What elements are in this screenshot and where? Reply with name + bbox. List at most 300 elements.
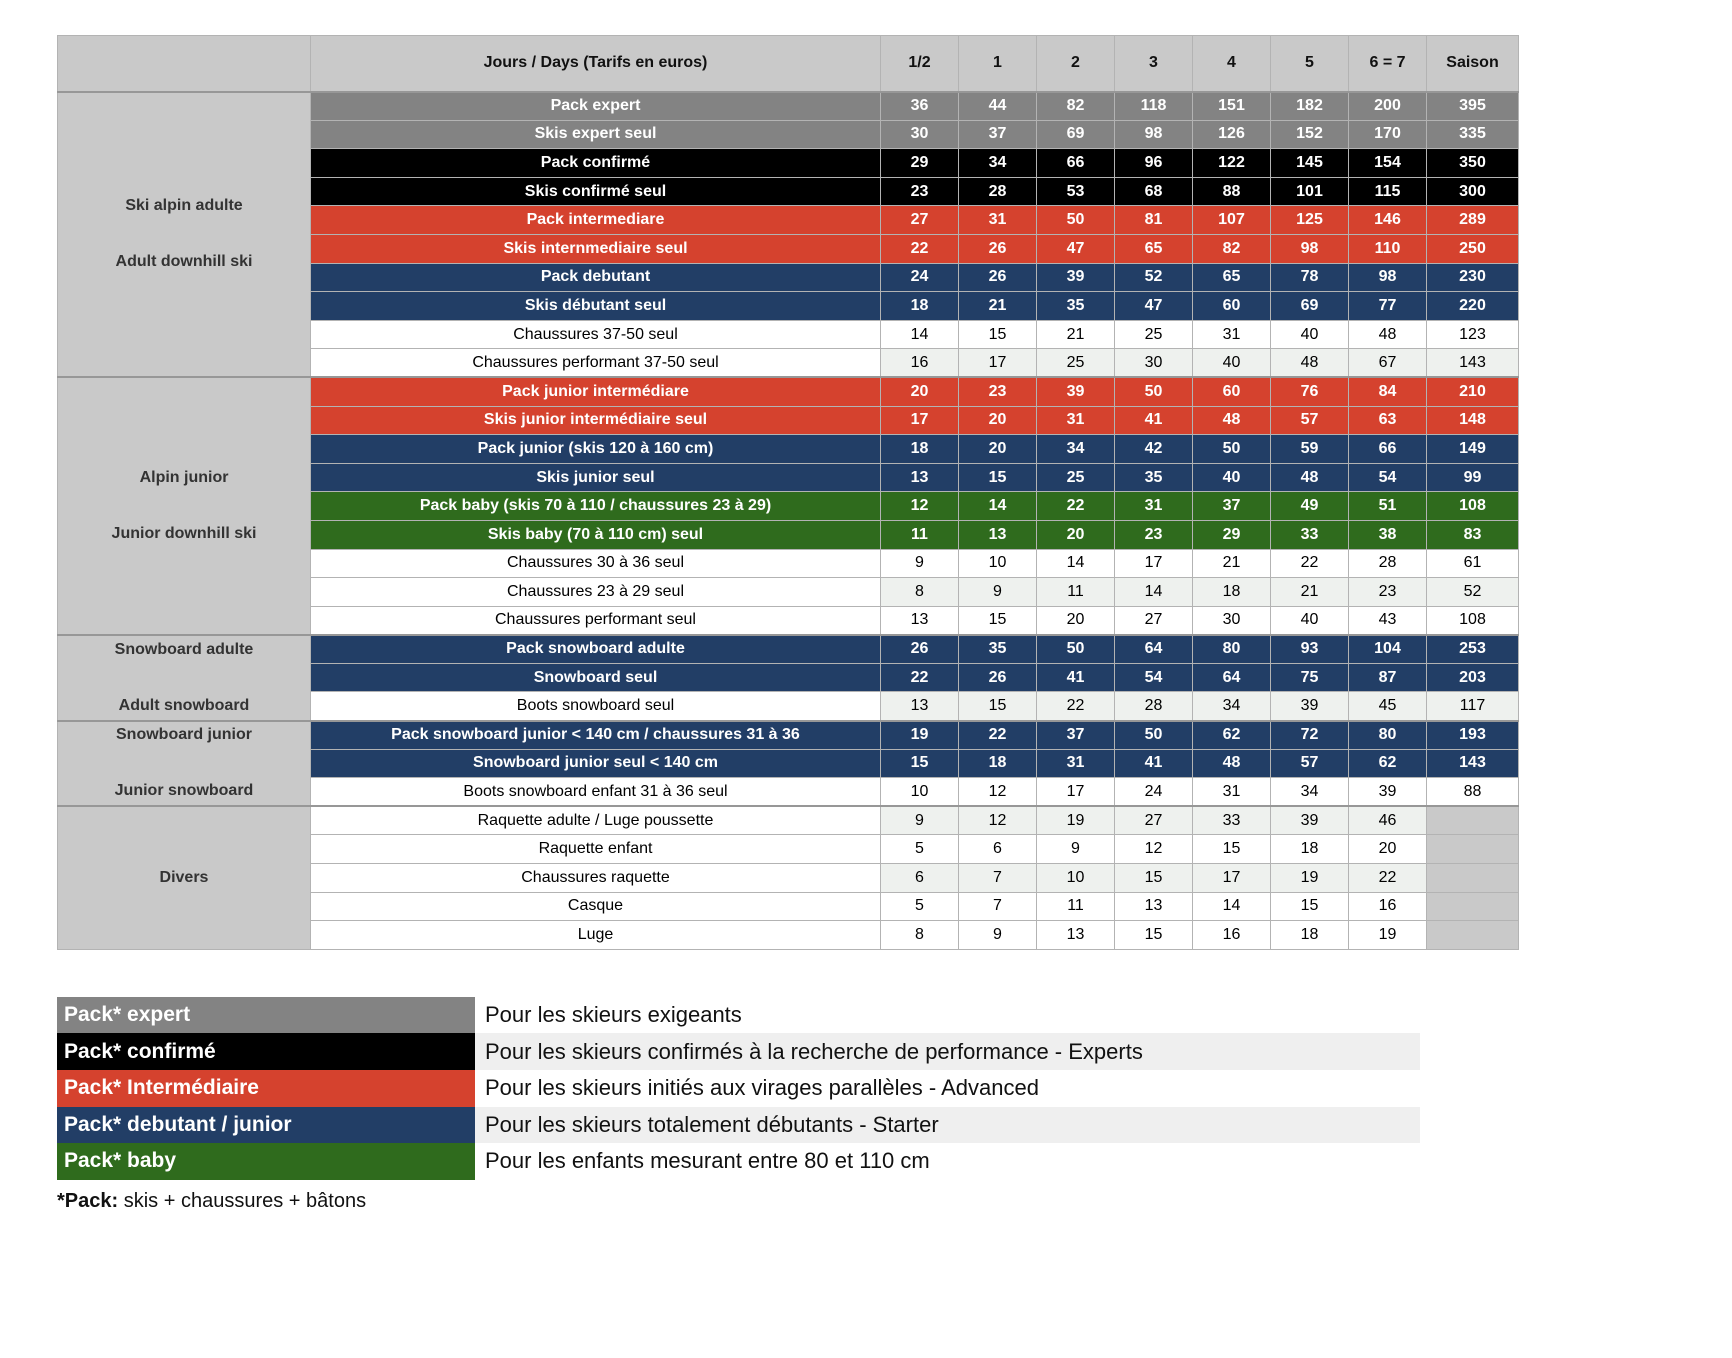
price-cell: 78 xyxy=(1271,263,1349,292)
category-label: Junior snowboard xyxy=(114,782,254,800)
category-label: Adult snowboard xyxy=(118,696,250,714)
price-cell: 123 xyxy=(1427,320,1519,349)
price-cell: 61 xyxy=(1427,549,1519,578)
price-cell: 28 xyxy=(959,177,1037,206)
price-cell: 42 xyxy=(1115,435,1193,464)
empty-price-cell xyxy=(1427,806,1519,835)
category-label: Adult downhill ski xyxy=(115,253,253,271)
price-cell: 18 xyxy=(881,435,959,464)
price-cell: 6 xyxy=(959,835,1037,864)
price-cell: 7 xyxy=(959,892,1037,921)
price-cell: 17 xyxy=(1115,549,1193,578)
price-cell: 14 xyxy=(1037,549,1115,578)
price-cell: 27 xyxy=(881,206,959,235)
price-cell: 51 xyxy=(1349,492,1427,521)
price-cell: 31 xyxy=(959,206,1037,235)
col-header-Saison: Saison xyxy=(1427,36,1519,92)
price-cell: 8 xyxy=(881,578,959,607)
price-cell: 110 xyxy=(1349,234,1427,263)
price-cell: 82 xyxy=(1037,92,1115,121)
price-cell: 18 xyxy=(881,292,959,321)
price-table xyxy=(57,35,1519,950)
price-cell: 193 xyxy=(1427,721,1519,750)
row-label: Skis junior seul xyxy=(311,463,881,492)
price-cell: 43 xyxy=(1349,606,1427,635)
price-cell: 20 xyxy=(1037,520,1115,549)
price-cell: 96 xyxy=(1115,149,1193,178)
empty-price-cell xyxy=(1427,892,1519,921)
price-cell: 18 xyxy=(959,749,1037,778)
price-cell: 33 xyxy=(1271,520,1349,549)
price-cell: 108 xyxy=(1427,606,1519,635)
price-cell: 9 xyxy=(881,806,959,835)
price-cell: 67 xyxy=(1349,349,1427,378)
price-cell: 18 xyxy=(1271,835,1349,864)
price-cell: 33 xyxy=(1193,806,1271,835)
category-cell xyxy=(58,806,311,949)
header-row xyxy=(58,36,1519,92)
category-cell xyxy=(58,721,311,807)
price-cell: 65 xyxy=(1115,234,1193,263)
price-cell: 48 xyxy=(1271,463,1349,492)
row-label: Skis débutant seul xyxy=(311,292,881,321)
legend-description: Pour les enfants mesurant entre 80 et 110 cm xyxy=(485,1148,930,1174)
price-cell: 75 xyxy=(1271,663,1349,692)
price-cell: 62 xyxy=(1193,721,1271,750)
col-header-1: 1 xyxy=(959,36,1037,92)
row-label: Pack expert xyxy=(311,92,881,121)
legend-tag: Pack* Intermédiaire xyxy=(57,1070,475,1107)
price-cell: 30 xyxy=(881,120,959,149)
price-cell: 20 xyxy=(1349,835,1427,864)
price-cell: 83 xyxy=(1427,520,1519,549)
price-cell: 13 xyxy=(881,463,959,492)
price-cell: 50 xyxy=(1115,377,1193,406)
price-cell: 53 xyxy=(1037,177,1115,206)
price-cell: 72 xyxy=(1271,721,1349,750)
price-cell: 64 xyxy=(1115,635,1193,664)
price-cell: 37 xyxy=(1193,492,1271,521)
price-cell: 48 xyxy=(1271,349,1349,378)
category-label: Junior downhill ski xyxy=(111,525,257,543)
price-cell: 17 xyxy=(1037,778,1115,807)
price-cell: 41 xyxy=(1037,663,1115,692)
price-cell: 9 xyxy=(959,578,1037,607)
price-cell: 50 xyxy=(1037,635,1115,664)
price-cell: 15 xyxy=(959,320,1037,349)
col-header-3: 3 xyxy=(1115,36,1193,92)
row-label: Pack debutant xyxy=(311,263,881,292)
table-row xyxy=(58,721,1519,750)
price-cell: 80 xyxy=(1349,721,1427,750)
price-cell: 48 xyxy=(1193,749,1271,778)
empty-price-cell xyxy=(1427,864,1519,893)
price-cell: 17 xyxy=(1193,864,1271,893)
price-cell: 151 xyxy=(1193,92,1271,121)
price-cell: 203 xyxy=(1427,663,1519,692)
legend-description: Pour les skieurs totalement débutants - Starter xyxy=(475,1107,1420,1144)
price-cell: 19 xyxy=(1271,864,1349,893)
price-cell: 13 xyxy=(881,606,959,635)
price-cell: 5 xyxy=(881,892,959,921)
price-cell: 9 xyxy=(881,549,959,578)
price-cell: 47 xyxy=(1037,234,1115,263)
price-cell: 16 xyxy=(1193,921,1271,950)
price-cell: 250 xyxy=(1427,234,1519,263)
price-cell: 170 xyxy=(1349,120,1427,149)
price-cell: 25 xyxy=(1037,463,1115,492)
row-label: Raquette adulte / Luge poussette xyxy=(311,806,881,835)
price-cell: 44 xyxy=(959,92,1037,121)
price-cell: 31 xyxy=(1037,749,1115,778)
empty-price-cell xyxy=(1427,921,1519,950)
price-cell: 98 xyxy=(1349,263,1427,292)
row-label: Pack intermediare xyxy=(311,206,881,235)
price-cell: 115 xyxy=(1349,177,1427,206)
price-cell: 23 xyxy=(1349,578,1427,607)
price-cell: 10 xyxy=(1037,864,1115,893)
price-cell: 29 xyxy=(1193,520,1271,549)
price-cell: 34 xyxy=(1193,692,1271,721)
price-cell: 154 xyxy=(1349,149,1427,178)
price-cell: 27 xyxy=(1115,606,1193,635)
price-cell: 10 xyxy=(881,778,959,807)
row-label: Casque xyxy=(311,892,881,921)
row-label: Chaussures 23 à 29 seul xyxy=(311,578,881,607)
price-cell: 22 xyxy=(959,721,1037,750)
price-cell: 13 xyxy=(1037,921,1115,950)
price-cell: 300 xyxy=(1427,177,1519,206)
row-label: Snowboard junior seul < 140 cm xyxy=(311,749,881,778)
price-cell: 26 xyxy=(959,263,1037,292)
price-cell: 30 xyxy=(1193,606,1271,635)
price-cell: 107 xyxy=(1193,206,1271,235)
footnote-term: *Pack: xyxy=(57,1189,119,1212)
price-cell: 62 xyxy=(1349,749,1427,778)
price-cell: 16 xyxy=(881,349,959,378)
category-label: Divers xyxy=(159,869,209,887)
col-header-4: 4 xyxy=(1193,36,1271,92)
legend-tag: Pack* baby xyxy=(57,1143,475,1180)
price-cell: 39 xyxy=(1271,692,1349,721)
price-cell: 29 xyxy=(881,149,959,178)
price-cell: 200 xyxy=(1349,92,1427,121)
footnote-text: skis + chaussures + bâtons xyxy=(118,1189,367,1212)
price-cell: 93 xyxy=(1271,635,1349,664)
price-cell: 9 xyxy=(959,921,1037,950)
price-cell: 26 xyxy=(959,234,1037,263)
row-label: Chaussures raquette xyxy=(311,864,881,893)
price-cell: 15 xyxy=(959,692,1037,721)
row-label: Chaussures 37-50 seul xyxy=(311,320,881,349)
price-cell: 12 xyxy=(959,778,1037,807)
price-cell: 47 xyxy=(1115,292,1193,321)
table-title: Jours / Days (Tarifs en euros) xyxy=(311,36,881,92)
price-cell: 21 xyxy=(1271,578,1349,607)
row-label: Snowboard seul xyxy=(311,663,881,692)
price-cell: 289 xyxy=(1427,206,1519,235)
pack-footnote xyxy=(57,1190,1732,1213)
price-cell: 19 xyxy=(1037,806,1115,835)
price-cell: 21 xyxy=(1193,549,1271,578)
price-cell: 14 xyxy=(959,492,1037,521)
price-cell: 143 xyxy=(1427,349,1519,378)
corner-cell xyxy=(58,36,311,92)
row-label: Pack snowboard adulte xyxy=(311,635,881,664)
row-label: Luge xyxy=(311,921,881,950)
price-cell: 40 xyxy=(1271,606,1349,635)
row-label: Skis junior intermédiaire seul xyxy=(311,406,881,435)
category-label: Snowboard junior xyxy=(116,726,252,744)
row-label: Pack junior (skis 120 à 160 cm) xyxy=(311,435,881,464)
price-cell: 28 xyxy=(1349,549,1427,578)
price-cell: 230 xyxy=(1427,263,1519,292)
price-cell: 50 xyxy=(1037,206,1115,235)
price-cell: 23 xyxy=(959,377,1037,406)
category-label: Ski alpin adulte xyxy=(125,197,243,215)
price-cell: 8 xyxy=(881,921,959,950)
row-label: Pack junior intermédiare xyxy=(311,377,881,406)
price-cell: 23 xyxy=(1115,520,1193,549)
price-cell: 101 xyxy=(1271,177,1349,206)
price-cell: 40 xyxy=(1271,320,1349,349)
price-cell: 149 xyxy=(1427,435,1519,464)
table-row xyxy=(58,806,1519,835)
category-label: Alpin junior xyxy=(139,469,229,487)
price-cell: 30 xyxy=(1115,349,1193,378)
price-cell: 22 xyxy=(1037,492,1115,521)
price-cell: 52 xyxy=(1115,263,1193,292)
price-cell: 15 xyxy=(1271,892,1349,921)
price-cell: 20 xyxy=(959,435,1037,464)
price-cell: 395 xyxy=(1427,92,1519,121)
price-cell: 98 xyxy=(1115,120,1193,149)
price-cell: 23 xyxy=(881,177,959,206)
price-cell: 65 xyxy=(1193,263,1271,292)
price-cell: 88 xyxy=(1193,177,1271,206)
legend-row xyxy=(57,1107,1420,1144)
price-cell: 11 xyxy=(1037,892,1115,921)
price-cell: 64 xyxy=(1193,663,1271,692)
table-row xyxy=(58,635,1519,664)
price-cell: 40 xyxy=(1193,349,1271,378)
price-cell: 54 xyxy=(1115,663,1193,692)
price-cell: 14 xyxy=(1115,578,1193,607)
legend-row xyxy=(57,1033,1420,1070)
price-cell: 6 xyxy=(881,864,959,893)
price-cell: 24 xyxy=(1115,778,1193,807)
row-label: Skis confirmé seul xyxy=(311,177,881,206)
legend-row xyxy=(57,997,1420,1034)
price-cell: 63 xyxy=(1349,406,1427,435)
price-cell: 34 xyxy=(1271,778,1349,807)
price-cell: 20 xyxy=(881,377,959,406)
legend-tag: Pack* confirmé xyxy=(57,1033,475,1070)
price-cell: 50 xyxy=(1115,721,1193,750)
price-cell: 15 xyxy=(881,749,959,778)
row-label: Raquette enfant xyxy=(311,835,881,864)
price-cell: 253 xyxy=(1427,635,1519,664)
price-cell: 31 xyxy=(1193,320,1271,349)
category-cell xyxy=(58,92,311,378)
price-cell: 68 xyxy=(1115,177,1193,206)
price-cell: 148 xyxy=(1427,406,1519,435)
price-cell: 46 xyxy=(1349,806,1427,835)
price-cell: 39 xyxy=(1037,263,1115,292)
price-cell: 66 xyxy=(1037,149,1115,178)
price-cell: 16 xyxy=(1349,892,1427,921)
price-cell: 41 xyxy=(1115,406,1193,435)
price-cell: 22 xyxy=(881,234,959,263)
row-label: Skis baby (70 à 110 cm) seul xyxy=(311,520,881,549)
legend-tag: Pack* debutant / junior xyxy=(57,1107,475,1144)
price-cell: 57 xyxy=(1271,406,1349,435)
category-cell xyxy=(58,377,311,634)
price-cell: 31 xyxy=(1037,406,1115,435)
price-cell: 60 xyxy=(1193,292,1271,321)
price-cell: 52 xyxy=(1427,578,1519,607)
price-cell: 104 xyxy=(1349,635,1427,664)
price-cell: 40 xyxy=(1193,463,1271,492)
price-cell: 69 xyxy=(1271,292,1349,321)
price-cell: 45 xyxy=(1349,692,1427,721)
price-cell: 21 xyxy=(1037,320,1115,349)
col-header-6-7: 6 = 7 xyxy=(1349,36,1427,92)
category-cell xyxy=(58,635,311,721)
price-cell: 82 xyxy=(1193,234,1271,263)
price-cell: 18 xyxy=(1193,578,1271,607)
price-cell: 15 xyxy=(1115,921,1193,950)
price-cell: 41 xyxy=(1115,749,1193,778)
price-cell: 15 xyxy=(1193,835,1271,864)
price-cell: 26 xyxy=(881,635,959,664)
price-cell: 152 xyxy=(1271,120,1349,149)
price-cell: 146 xyxy=(1349,206,1427,235)
price-cell: 15 xyxy=(1115,864,1193,893)
price-cell: 35 xyxy=(1115,463,1193,492)
price-cell: 60 xyxy=(1193,377,1271,406)
price-cell: 84 xyxy=(1349,377,1427,406)
legend-description: Pour les skieurs confirmés à la recherche de performance - Experts xyxy=(475,1033,1420,1070)
price-cell: 335 xyxy=(1427,120,1519,149)
price-cell: 182 xyxy=(1271,92,1349,121)
category-label: Snowboard adulte xyxy=(114,640,254,658)
price-cell: 98 xyxy=(1271,234,1349,263)
price-cell: 28 xyxy=(1115,692,1193,721)
price-cell: 24 xyxy=(881,263,959,292)
price-cell: 122 xyxy=(1193,149,1271,178)
price-cell: 5 xyxy=(881,835,959,864)
price-cell: 145 xyxy=(1271,149,1349,178)
legend-row xyxy=(57,1143,1420,1180)
row-label: Chaussures performant 37-50 seul xyxy=(311,349,881,378)
price-cell: 12 xyxy=(959,806,1037,835)
empty-price-cell xyxy=(1427,835,1519,864)
price-cell: 81 xyxy=(1115,206,1193,235)
price-cell: 38 xyxy=(1349,520,1427,549)
price-cell: 350 xyxy=(1427,149,1519,178)
row-label: Skis expert seul xyxy=(311,120,881,149)
price-cell: 13 xyxy=(881,692,959,721)
pack-legend xyxy=(57,997,1420,1180)
price-cell: 87 xyxy=(1349,663,1427,692)
price-cell: 26 xyxy=(959,663,1037,692)
price-cell: 18 xyxy=(1271,921,1349,950)
price-cell: 69 xyxy=(1037,120,1115,149)
col-header-2: 2 xyxy=(1037,36,1115,92)
row-label: Boots snowboard seul xyxy=(311,692,881,721)
price-cell: 39 xyxy=(1037,377,1115,406)
table-row xyxy=(58,92,1519,121)
col-header-1-2: 1/2 xyxy=(881,36,959,92)
price-cell: 17 xyxy=(881,406,959,435)
price-cell: 48 xyxy=(1349,320,1427,349)
price-cell: 10 xyxy=(959,549,1037,578)
price-cell: 11 xyxy=(1037,578,1115,607)
legend-row xyxy=(57,1070,1420,1107)
price-cell: 48 xyxy=(1193,406,1271,435)
price-cell: 35 xyxy=(1037,292,1115,321)
price-cell: 37 xyxy=(959,120,1037,149)
col-header-5: 5 xyxy=(1271,36,1349,92)
price-cell: 17 xyxy=(959,349,1037,378)
row-label: Pack confirmé xyxy=(311,149,881,178)
price-cell: 36 xyxy=(881,92,959,121)
legend-description: Pour les skieurs initiés aux virages parallèles - Advanced xyxy=(485,1075,1039,1101)
price-cell: 220 xyxy=(1427,292,1519,321)
row-label: Chaussures 30 à 36 seul xyxy=(311,549,881,578)
price-cell: 39 xyxy=(1349,778,1427,807)
price-cell: 77 xyxy=(1349,292,1427,321)
row-label: Pack snowboard junior < 140 cm / chaussures 31 à 36 xyxy=(311,721,881,750)
price-cell: 59 xyxy=(1271,435,1349,464)
row-label: Skis internmediaire seul xyxy=(311,234,881,263)
price-cell: 50 xyxy=(1193,435,1271,464)
price-cell: 35 xyxy=(959,635,1037,664)
price-cell: 22 xyxy=(1271,549,1349,578)
price-cell: 118 xyxy=(1115,92,1193,121)
price-cell: 13 xyxy=(959,520,1037,549)
price-cell: 25 xyxy=(1037,349,1115,378)
row-label: Chaussures performant seul xyxy=(311,606,881,635)
price-cell: 37 xyxy=(1037,721,1115,750)
price-cell: 27 xyxy=(1115,806,1193,835)
price-cell: 80 xyxy=(1193,635,1271,664)
price-cell: 66 xyxy=(1349,435,1427,464)
row-label: Pack baby (skis 70 à 110 / chaussures 23 à 29) xyxy=(311,492,881,521)
price-cell: 125 xyxy=(1271,206,1349,235)
table-row xyxy=(58,377,1519,406)
legend-tag: Pack* expert xyxy=(57,997,475,1034)
price-cell: 9 xyxy=(1037,835,1115,864)
price-cell: 54 xyxy=(1349,463,1427,492)
price-cell: 117 xyxy=(1427,692,1519,721)
price-cell: 22 xyxy=(881,663,959,692)
price-cell: 88 xyxy=(1427,778,1519,807)
price-cell: 19 xyxy=(881,721,959,750)
price-cell: 20 xyxy=(1037,606,1115,635)
price-cell: 57 xyxy=(1271,749,1349,778)
price-cell: 25 xyxy=(1115,320,1193,349)
price-cell: 49 xyxy=(1271,492,1349,521)
price-cell: 34 xyxy=(1037,435,1115,464)
price-cell: 11 xyxy=(881,520,959,549)
price-cell: 14 xyxy=(881,320,959,349)
price-cell: 143 xyxy=(1427,749,1519,778)
price-cell: 76 xyxy=(1271,377,1349,406)
price-cell: 21 xyxy=(959,292,1037,321)
price-cell: 31 xyxy=(1115,492,1193,521)
